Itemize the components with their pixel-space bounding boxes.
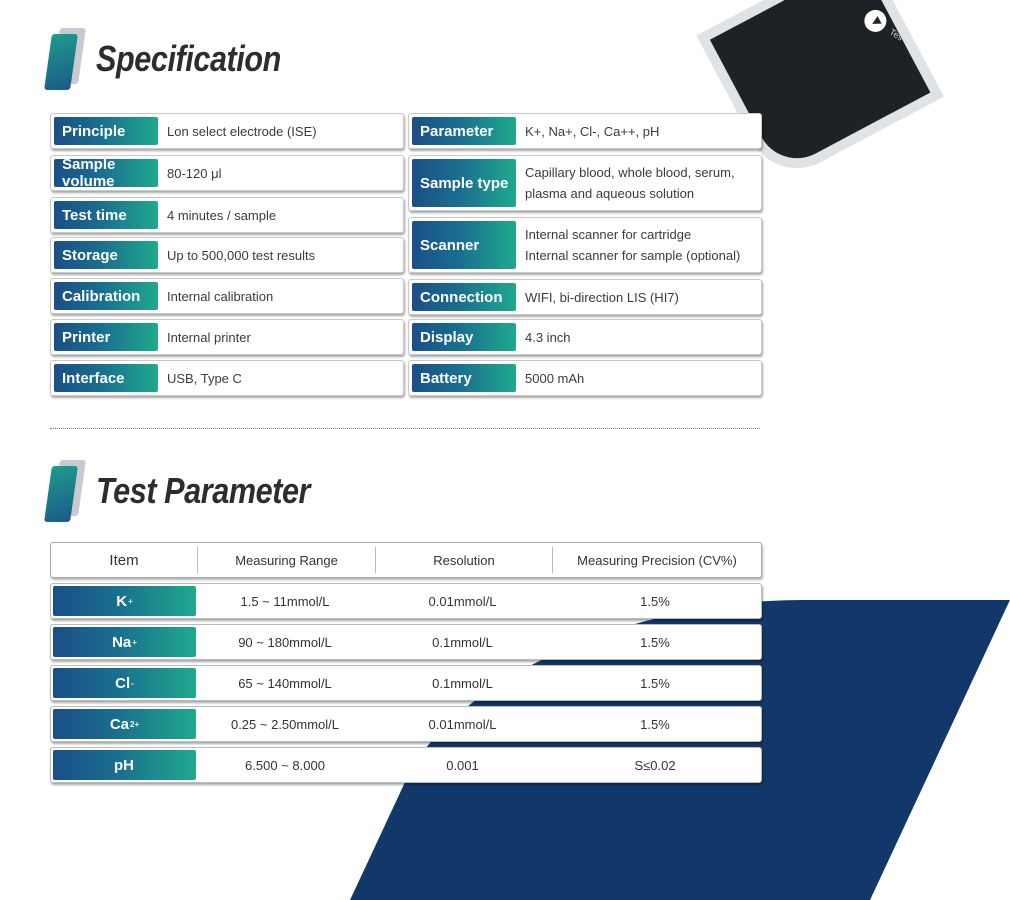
section-divider	[50, 428, 760, 429]
range-cell: 1.5 ~ 11mmol/L	[240, 593, 330, 609]
spec-value-line: plasma and aqueous solution	[525, 186, 695, 201]
table-row	[50, 624, 762, 660]
spec-value: Up to 500,000 test results	[167, 247, 316, 263]
item-charge: -	[131, 678, 134, 688]
header-cell: Resolution	[376, 547, 553, 573]
item-cell	[53, 668, 196, 698]
spec-value-line: Capillary blood, whole blood, serum,	[525, 165, 735, 180]
spec-key: Sample volume	[54, 159, 158, 187]
spec-key: Principle	[54, 117, 158, 145]
spec-value	[516, 162, 735, 204]
spec-value: 5000 mAh	[525, 370, 585, 386]
spec-key: Sample type	[412, 159, 516, 207]
item-name: K	[116, 592, 128, 610]
resolution-cell: 0.01mmol/L	[428, 593, 497, 609]
item-cell	[53, 586, 196, 616]
spec-value	[516, 224, 740, 266]
item-cell	[53, 750, 196, 780]
precision-cell: 1.5%	[640, 675, 670, 691]
resolution-cell: 0.1mmol/L	[432, 675, 493, 691]
precision-cell: 1.5%	[640, 593, 670, 609]
spec-row	[50, 197, 404, 233]
spec-key: Display	[412, 323, 516, 351]
precision-cell: 1.5%	[640, 634, 670, 650]
spec-value: 4.3 inch	[525, 329, 571, 345]
spec-key: Interface	[54, 364, 158, 392]
table-row	[50, 665, 762, 701]
item-cell	[53, 627, 196, 657]
section-logo-icon	[48, 460, 84, 522]
spec-row	[50, 278, 404, 314]
precision-cell: 1.5%	[640, 716, 670, 732]
spec-key: Test time	[54, 201, 158, 229]
spec-row	[50, 237, 404, 273]
spec-key: Scanner	[412, 221, 516, 269]
resolution-cell: 0.01mmol/L	[428, 716, 497, 732]
device-screen-label: Tes	[887, 26, 905, 43]
range-cell: 0.25 ~ 2.50mmol/L	[230, 716, 340, 732]
item-charge: 2+	[130, 719, 140, 729]
spec-value: Internal calibration	[167, 288, 274, 304]
precision-cell: S≤0.02	[634, 757, 676, 773]
play-icon: ◀	[861, 6, 891, 36]
spec-value: 4 minutes / sample	[167, 207, 277, 223]
spec-value: 80-120 μl	[167, 165, 222, 181]
header-cell: Measuring Precision (CV%)	[577, 552, 737, 568]
item-cell	[53, 709, 196, 739]
spec-row	[50, 155, 404, 191]
spec-row	[50, 360, 404, 396]
spec-value: Internal printer	[167, 329, 251, 345]
item-name: pH	[114, 756, 134, 774]
spec-key: Battery	[412, 364, 516, 392]
header-cell: Item	[51, 547, 198, 573]
spec-value: Lon select electrode (ISE)	[167, 123, 317, 139]
spec-row	[50, 113, 404, 149]
spec-section-header	[48, 28, 314, 90]
spec-row	[408, 279, 762, 315]
spec-value-line: Internal scanner for sample (optional)	[525, 248, 741, 263]
resolution-cell: 0.1mmol/L	[432, 634, 493, 650]
spec-row	[408, 360, 762, 396]
test-section-header	[48, 460, 348, 522]
spec-row	[408, 155, 762, 211]
item-charge: +	[128, 596, 133, 606]
table-row	[50, 706, 762, 742]
header-cell: Measuring Range	[198, 547, 376, 573]
spec-key: Calibration	[54, 282, 158, 310]
table-row	[50, 583, 762, 619]
spec-key: Parameter	[412, 117, 516, 145]
test-section-title: Test Parameter	[96, 470, 311, 511]
item-charge: +	[132, 637, 137, 647]
spec-section-title: Specification	[96, 38, 281, 79]
spec-key: Printer	[54, 323, 158, 351]
spec-row	[408, 113, 762, 149]
range-cell: 6.500 ~ 8.000	[245, 757, 325, 773]
range-cell: 90 ~ 180mmol/L	[238, 634, 332, 650]
table-row	[50, 747, 762, 783]
section-logo-icon	[48, 28, 84, 90]
spec-value: USB, Type C	[167, 370, 242, 386]
spec-row	[408, 217, 762, 273]
range-cell: 65 ~ 140mmol/L	[238, 675, 332, 691]
spec-value: K+, Na+, Cl-, Ca++, pH	[525, 123, 660, 139]
spec-key: Storage	[54, 241, 158, 269]
table-header	[50, 542, 762, 578]
item-name: Cl	[115, 674, 131, 692]
resolution-cell: 0.001	[446, 757, 479, 773]
item-name: Na	[112, 633, 132, 651]
item-name: Ca	[109, 715, 130, 733]
spec-value-line: Internal scanner for cartridge	[525, 227, 692, 242]
spec-row	[408, 319, 762, 355]
spec-value: WIFI, bi-direction LIS (HI7)	[525, 289, 679, 305]
spec-row	[50, 319, 404, 355]
spec-key: Connection	[412, 283, 516, 311]
